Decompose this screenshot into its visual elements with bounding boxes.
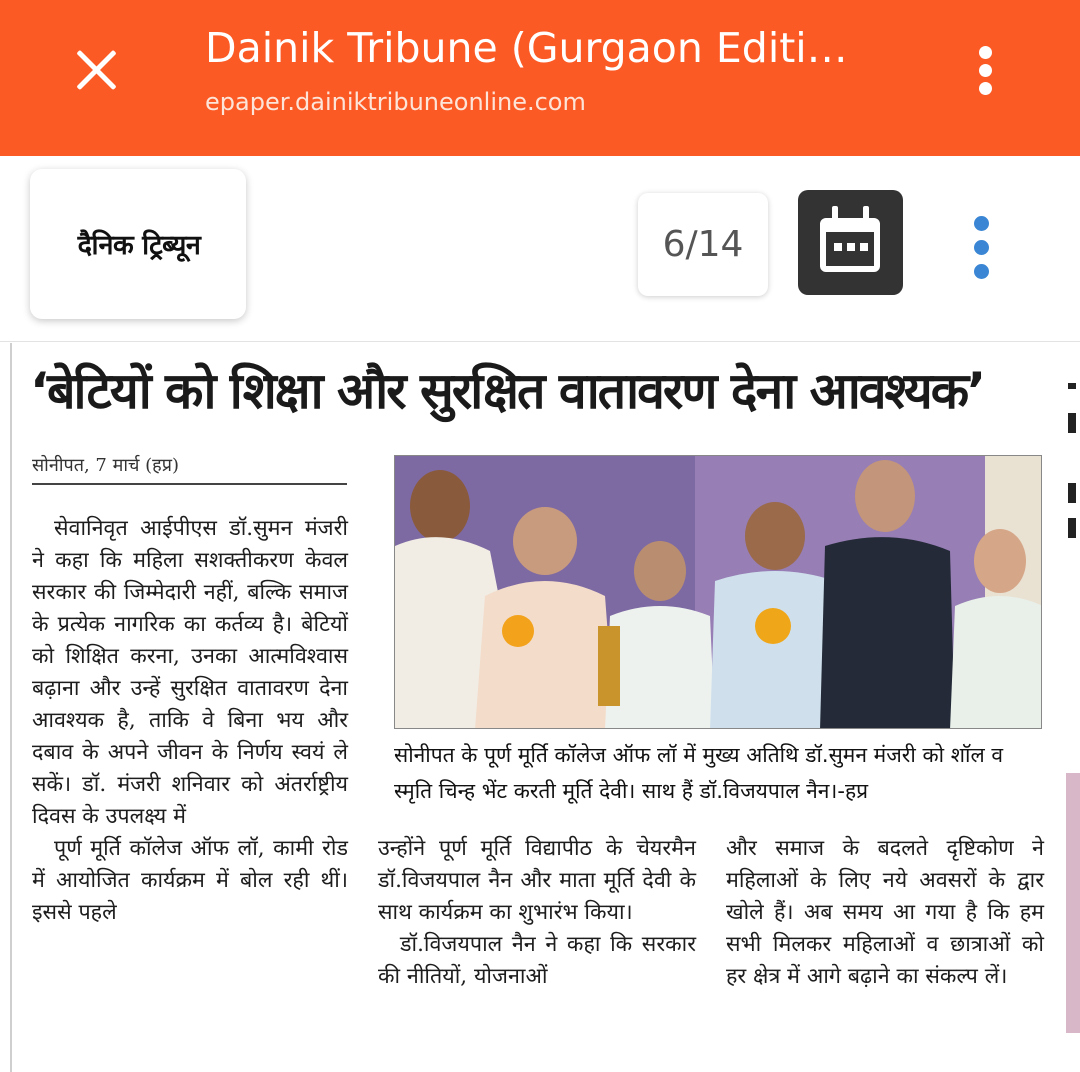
calendar-button[interactable] — [798, 190, 903, 295]
adjacent-column-fragment — [1062, 343, 1080, 1072]
photo-caption: सोनीपत के पूर्ण मूर्ति कॉलेज ऑफ लॉ में मुख्य अतिथि डॉ.सुमन मंजरी को शॉल व स्मृति चिन्ह भेंट करती मूर्ति देवी। साथ हैं डॉ.विजयपाल नैन।-हप्र — [394, 743, 1004, 803]
article-photo[interactable] — [394, 455, 1042, 729]
article-headline: ‘बेटियों को शिक्षा और सुरक्षित वातावरण देना आवश्यक’ — [30, 362, 985, 420]
paragraph: सेवानिवृत आईपीएस डॉ.सुमन मंजरी ने कहा कि महिला सशक्तीकरण केवल सरकार की जिम्मेदारी नहीं, बल्कि समाज के प्रत्येक नागरिक का कर्तव्य है। बेटियों को शिक्षित करना, उनका आत्मविश्वास बढ़ाना और उन्हें सुरक्षित वातावरण देना आवश्यक है, ताकि वे बिना भय और दबाव के अपने जीवन के निर्णय स्वयं ले सकें। डॉ. मंजरी शनिवार को अंतर्राष्ट्रीय दिवस के उपलक्ष्य में — [32, 516, 348, 829]
calendar-icon-dots — [834, 243, 868, 251]
more-vert-icon[interactable] — [966, 214, 998, 280]
photo-illustration — [395, 456, 1042, 729]
logo-text: दैनिक ट्रिब्यून — [77, 230, 201, 261]
paragraph: डॉ.विजयपाल नैन ने कहा कि सरकार की नीतियों, योजनाओं — [378, 932, 696, 989]
article-dateline: सोनीपत, 7 मार्च (हप्र) — [32, 455, 180, 476]
dateline-rule — [32, 483, 347, 485]
adjacent-article-edge — [1062, 343, 1080, 1072]
paragraph: पूर्ण मूर्ति कॉलेज ऑफ लॉ, कामी रोड में आयोजित कार्यक्रम में बोल रही थीं। इससे पहले — [32, 836, 348, 925]
page-counter[interactable]: 6/14 — [638, 193, 768, 296]
browser-top-bar — [0, 0, 1080, 156]
epaper-toolbar — [0, 156, 1080, 342]
epaper-page[interactable] — [0, 343, 1080, 1072]
article-column-2 — [378, 833, 696, 993]
article-column-1 — [32, 513, 348, 929]
browser-url: epaper.dainiktribuneonline.com — [205, 88, 586, 116]
paragraph: उन्होंने पूर्ण मूर्ति विद्यापीठ के चेयरमैन डॉ.विजयपाल नैन और माता मूर्ति देवी के साथ कार्यक्रम का शुभारंभ किया। — [378, 836, 696, 925]
page-left-edge — [10, 343, 16, 1072]
publication-logo[interactable] — [30, 169, 246, 319]
browser-menu-icon[interactable] — [970, 42, 1000, 98]
paragraph: और समाज के बदलते दृष्टिकोण ने महिलाओं के लिए नये अवसरों के द्वार खोले हैं। अब समय आ गया है कि हम सभी मिलकर महिलाओं व छात्राओं को हर क्षेत्र में आगे बढ़ाने का संकल्प लें। — [726, 836, 1044, 989]
browser-title: Dainik Tribune (Gurgaon Editi… — [205, 24, 848, 72]
article-column-3 — [726, 833, 1044, 993]
close-icon[interactable] — [66, 40, 126, 100]
